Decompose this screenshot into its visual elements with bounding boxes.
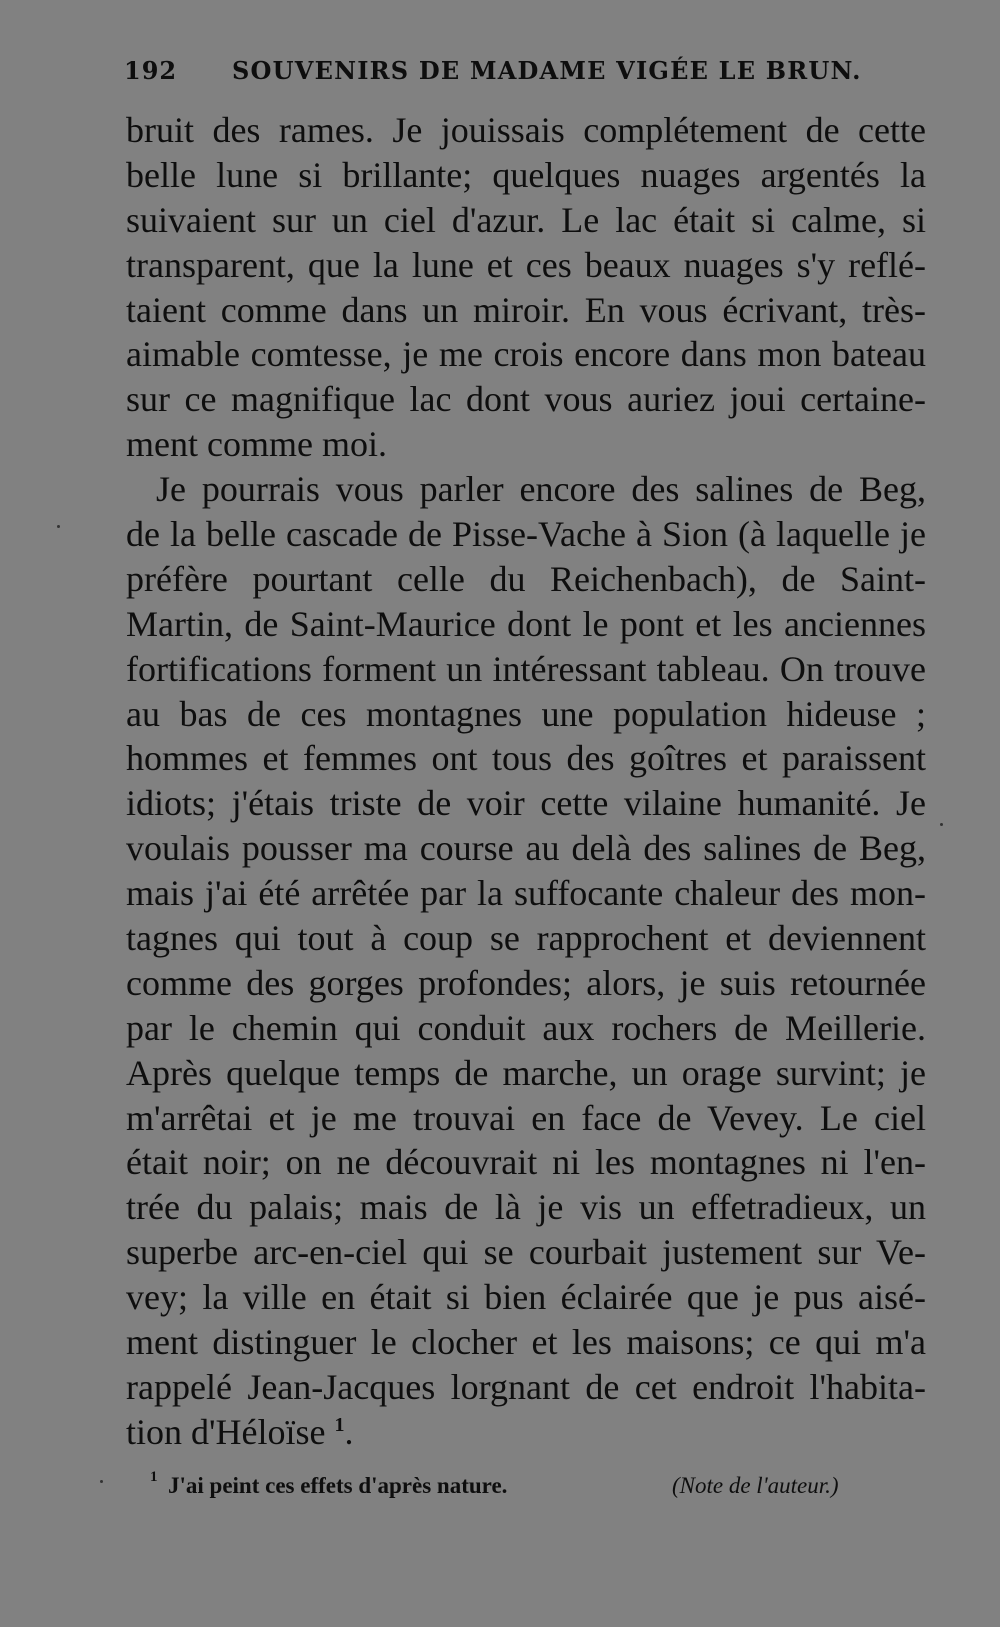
text-line: m'arrêtai et je me trouvai en face de Vevey. Le ciel [126, 1097, 926, 1138]
text-line: superbe arc-en-ciel qui se courbait justement sur Ve- [126, 1232, 926, 1273]
text-line: fortifications forment un intéressant tableau. On trouve [126, 648, 926, 689]
running-title: SOUVENIRS DE MADAME VIGÉE LE BRUN. [232, 56, 862, 85]
text-line: hommes et femmes ont tous des goîtres et paraissent [126, 738, 926, 779]
text-line: de la belle cascade de Pisse-Vache à Sion (à laquelle je [126, 514, 926, 555]
page-number: 192 [124, 56, 178, 85]
running-head [124, 56, 862, 96]
text-line: sur ce magnifique lac dont vous auriez joui certaine- [126, 379, 926, 420]
text-line: ment comme moi. [126, 424, 387, 465]
text-line: par le chemin qui conduit aux rochers de Meillerie. [126, 1007, 926, 1048]
footnote-text: J'ai peint ces effets d'après nature. [168, 1473, 508, 1498]
text-line: idiots; j'étais triste de voir cette vilaine humanité. Je [126, 783, 926, 824]
body-text [126, 108, 926, 1455]
text-line: Martin, de Saint-Maurice dont le pont et les anciennes [126, 603, 926, 644]
text-line: taient comme dans un miroir. En vous écrivant, très- [126, 289, 926, 330]
final-period: . [344, 1411, 354, 1452]
text-line: était noir; on ne découvrait ni les montagnes ni l'en- [126, 1142, 926, 1183]
text-line: rappelé Jean-Jacques lorgnant de cet endroit l'habita- [126, 1366, 926, 1407]
text-line: comme des gorges profondes; alors, je suis retournée [126, 962, 926, 1003]
paper-speck [940, 823, 943, 826]
paper-speck [57, 525, 60, 528]
text-line: voulais pousser ma course au delà des salines de Beg, [126, 828, 926, 869]
text-line: bruit des rames. Je jouissais complétement de cette [126, 110, 926, 150]
text-line: trée du palais; mais de là je vis un effetradieux, un [126, 1187, 926, 1228]
footnote-marker: 1 [150, 1469, 158, 1485]
text-line-final [126, 1410, 926, 1455]
text-line: au bas de ces montagnes une population hideuse ; [126, 693, 926, 734]
footnote [150, 1469, 890, 1509]
text-line: tagnes qui tout à coup se rapprochent et deviennent [126, 918, 926, 959]
text-line: mais j'ai été arrêtée par la suffocante chaleur des mon- [126, 873, 926, 914]
author-note: (Note de l'auteur.) [672, 1473, 839, 1498]
footnote-reference: 1 [334, 1413, 345, 1436]
text-line: vey; la ville en était si bien éclairée que je pus aisé- [126, 1277, 926, 1318]
text-line: transparent, que la lune et ces beaux nuages s'y reflé- [126, 244, 926, 285]
final-line-text: tion d'Héloïse [126, 1411, 326, 1452]
text-line: Après quelque temps de marche, un orage survint; je [126, 1052, 926, 1093]
text-line: suivaient sur un ciel d'azur. Le lac était si calme, si [126, 199, 926, 240]
paper-speck [100, 1480, 103, 1483]
text-line: aimable comtesse, je me crois encore dans mon bateau [126, 334, 926, 375]
text-line: belle lune si brillante; quelques nuages argentés la [126, 154, 926, 195]
text-line: préfère pourtant celle du Reichenbach), de Saint- [126, 558, 926, 599]
text-line: ment distinguer le clocher et les maisons; ce qui m'a [126, 1322, 926, 1363]
text-line: Je pourrais vous parler encore des salines de Beg, [156, 469, 926, 510]
